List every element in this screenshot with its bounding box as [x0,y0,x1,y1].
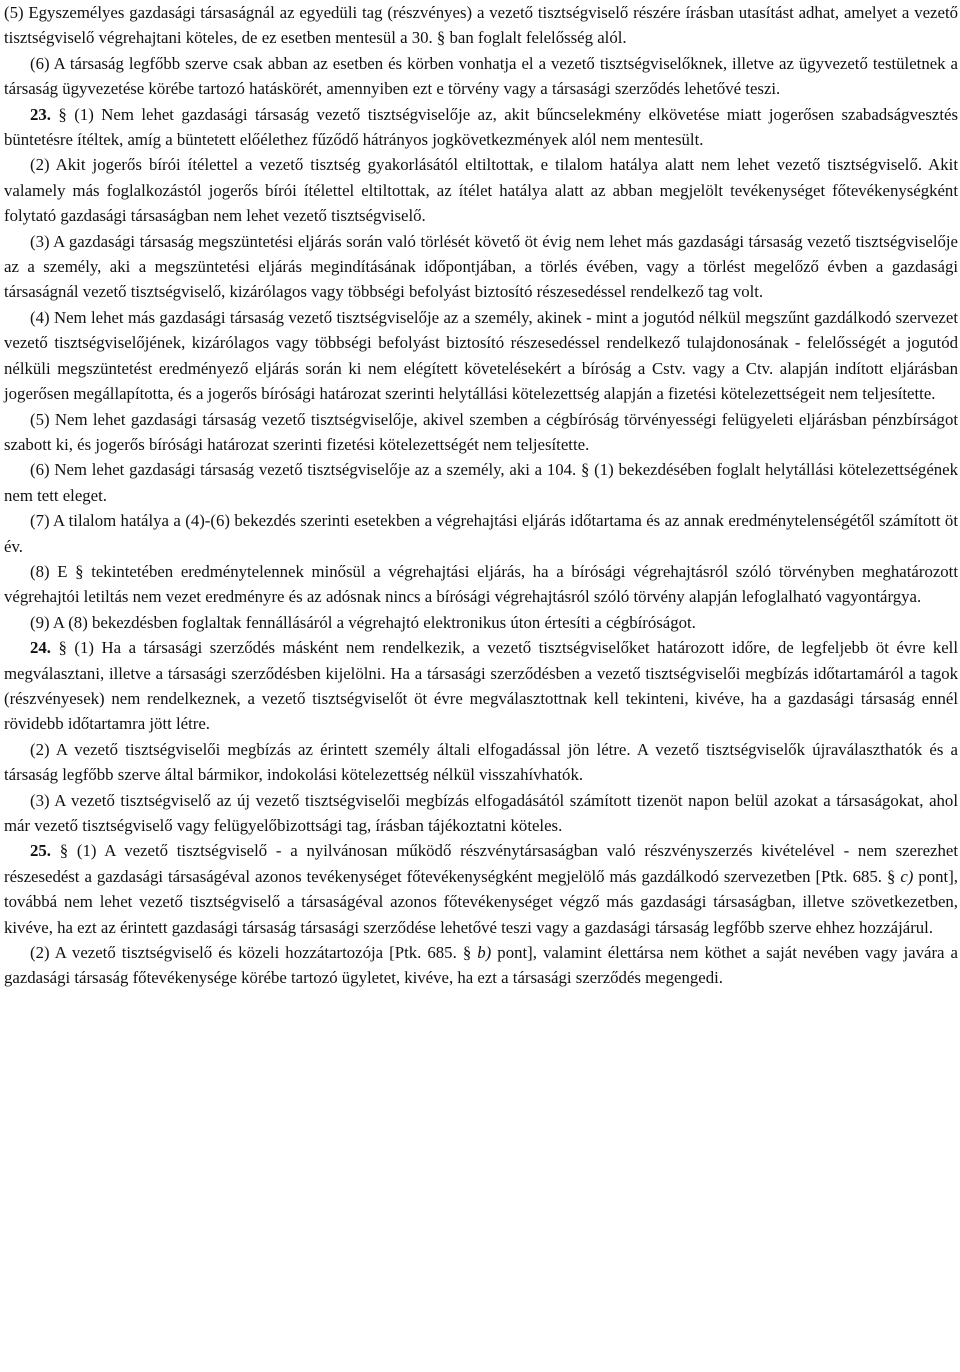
paragraph-text: (2) A vezető tisztségviselői megbízás az érintett személy általi elfogadással jön létre. A vezető tisztségviselők újraválaszthatók és a társaság legfőbb szerve által bármikor, indokolási kötelezettség nélkül visszahívhatók. [4,739,958,785]
paragraph-s25-1 [4,838,958,940]
paragraph-text: (5) Egyszemélyes gazdasági társaságnál az egyedüli tag (részvényes) a vezető tisztségviselő részére írásban utasítást adhat, amelyet a vezető tisztségviselő végrehajtani köteles, de ez esetben mentesül a 30. § ban foglalt felelősség alól. [4,3,958,48]
paragraph-text: § (1) Nem lehet gazdasági társaság vezető tisztségviselője az, akit bűncselekmény elkövetése miatt jogerősen szabadságvesztés büntetésre ítéltek, amíg a büntetett előélethez fűződő hátrányos jogkövetkezmények alól nem mentesült. [4,104,958,150]
paragraph-s23-5 [4,407,958,458]
paragraph-s23-7 [4,508,958,559]
paragraph-text: (3) A gazdasági társaság megszüntetési eljárás során való törlését követő öt évig nem lehet más gazdasági társaság vezető tisztségviselője az a személy, aki a megszüntetési eljárás megindításának időpontjában, a törlés évében, vagy a törlést megelőző évben a gazdasági társaságnál vezető tisztségviselő, kizárólagos vagy többségi befolyást biztosító részesedéssel rendelkező tag volt. [4,231,958,302]
paragraph-text: (5) Nem lehet gazdasági társaság vezető tisztségviselője, akivel szemben a cégbíróság törvényességi felügyeleti eljárásban pénzbírságot szabott ki, és jogerős bírósági határozat szerinti fizetési kötelezettségét nem teljesítette. [4,409,958,454]
paragraph-s23-9 [4,610,958,635]
paragraph-s24-2 [4,737,958,788]
paragraph-text: (9) A (8) bekezdésben foglaltak fennállásáról a végrehajtó elektronikus úton értesíti a cégbíróságot. [30,612,696,632]
paragraph-s23-6 [4,457,958,508]
paragraph-text: (7) A tilalom hatálya a (4)-(6) bekezdés szerinti esetekben a végrehajtási eljárás időtartama és az annak eredménytelenségétől számított öt év. [4,511,958,556]
paragraph-text: (6) A társaság legfőbb szerve csak abban az esetben és körben vonhatja el a vezető tisztségviselőknek, illetve az ügyvezető testületnek a társaság ügyvezetése körébe tartozó hatáskörét, amennyiben ezt e törvény vagy a társasági szerződés lehetővé teszi. [4,53,958,99]
paragraph-s23-2 [4,152,958,228]
paragraph-s25-2 [4,940,958,991]
paragraph-text: (2) A vezető tisztségviselő és közeli hozzátartozója [Ptk. 685. § [30,943,478,963]
paragraph-p5-egyszemelyes [4,0,958,51]
paragraph-s23-3 [4,229,958,305]
paragraph-text: § (1) Ha a társasági szerződés másként nem rendelkezik, a vezető tisztségviselőket határozott időre, de legfeljebb öt évre kell megválasztani, illetve a társasági szerződésben kijelölni. Ha a társasági szerződésben a vezető tisztségviselői megbízás időtartamáról a tagok (részvényesek) nem rendelkeznek, a vezető tisztségviselőt öt évre megválasztottnak kell tekinteni, kivéve, ha a gazdasági társaság ennél rövidebb időtartamra jött létre. [4,638,958,734]
paragraph-s24-3 [4,788,958,839]
paragraph-text: (6) Nem lehet gazdasági társaság vezető tisztségviselője az a személy, aki a 104. § (1) bekezdésében foglalt helytállási kötelezettségének nem tett eleget. [4,460,958,505]
paragraph-text: (4) Nem lehet más gazdasági társaság vezető tisztségviselője az a személy, akinek - mint a jogutód nélkül megszűnt gazdálkodó szervezet vezető tisztségviselőjének, kizárólagos vagy többségi befolyást biztosító részesedéssel rendelkező tulajdonosának - felelősségét a jogutód nélküli megszüntetést eredményező eljárás során ki nem elégített követelésekért a bíróság a Cstv. vagy a Ctv. alapján indított eljárásban jogerősen megállapította, és a jogerős bírósági határozat szerinti helytállási kötelezettség alapján a fizetési kötelezettségeit nem teljesítette. [4,307,958,404]
paragraph-s23-8 [4,559,958,610]
italic-point-ref: b) [477,943,492,963]
section-number: 23. [30,104,51,124]
italic-point-ref: c) [900,866,914,886]
paragraph-s23-4 [4,305,958,407]
document-page [4,0,958,991]
section-number: 24. [30,638,51,658]
paragraph-text: § (1) A vezető tisztségviselő - a nyilvánosan működő részvénytársaságban való részvényszerzés kivételével - nem szerezhet részesedést a gazdasági társaságéval azonos tevékenységet főtevékenységként megjelölő más gazdálkodó szervezetben [Ptk. 685. § [4,841,958,886]
section-number: 25. [30,841,51,861]
paragraph-text: pont], továbbá nem lehet vezető tisztségviselő a társaságéval azonos főtevékenységet végző más gazdasági társaságban, illetve szövetkezetben, kivéve, ha ezt az érintett gazdasági társaság társasági szerződése lehetővé teszi vagy a gazdasági társaság legfőbb szerve ehhez hozzájárul. [4,866,958,937]
paragraph-text: (8) E § tekintetében eredménytelennek minősül a végrehajtási eljárás, ha a bírósági végrehajtásról szóló törvényben meghatározott végrehajtói letiltás nem vezet eredményre és az adósnak nincs a bírósági végrehajtásról szóló törvény alapján lefoglalható vagyontárgya. [4,561,958,607]
paragraph-text: (2) Akit jogerős bírói ítélettel a vezető tisztség gyakorlásától eltiltottak, e tilalom hatálya alatt nem lehet vezető tisztségviselő. Akit valamely más foglalkozástól jogerős bírói ítélettel eltiltottak, az ítélet hatálya alatt az abban megjelölt tevékenységet főtevékenységként folytató gazdasági társaságban nem lehet vezető tisztségviselő. [4,155,958,226]
paragraph-p6-legfobb-szerv [4,51,958,102]
paragraph-text: (3) A vezető tisztségviselő az új vezető tisztségviselői megbízás elfogadásától számított tizenöt napon belül azokat a társaságokat, ahol már vezető tisztségviselő vagy felügyelőbizottsági tag, írásban tájékoztatni köteles. [4,790,958,835]
paragraph-text: pont], valamint élettársa nem köthet a saját nevében vagy javára a gazdasági társaság főtevékenysége körébe tartozó ügyletet, kivéve, ha ezt a társasági szerződés megengedi. [4,943,959,988]
paragraph-s24-1 [4,635,958,737]
paragraph-s23-1 [4,102,958,153]
